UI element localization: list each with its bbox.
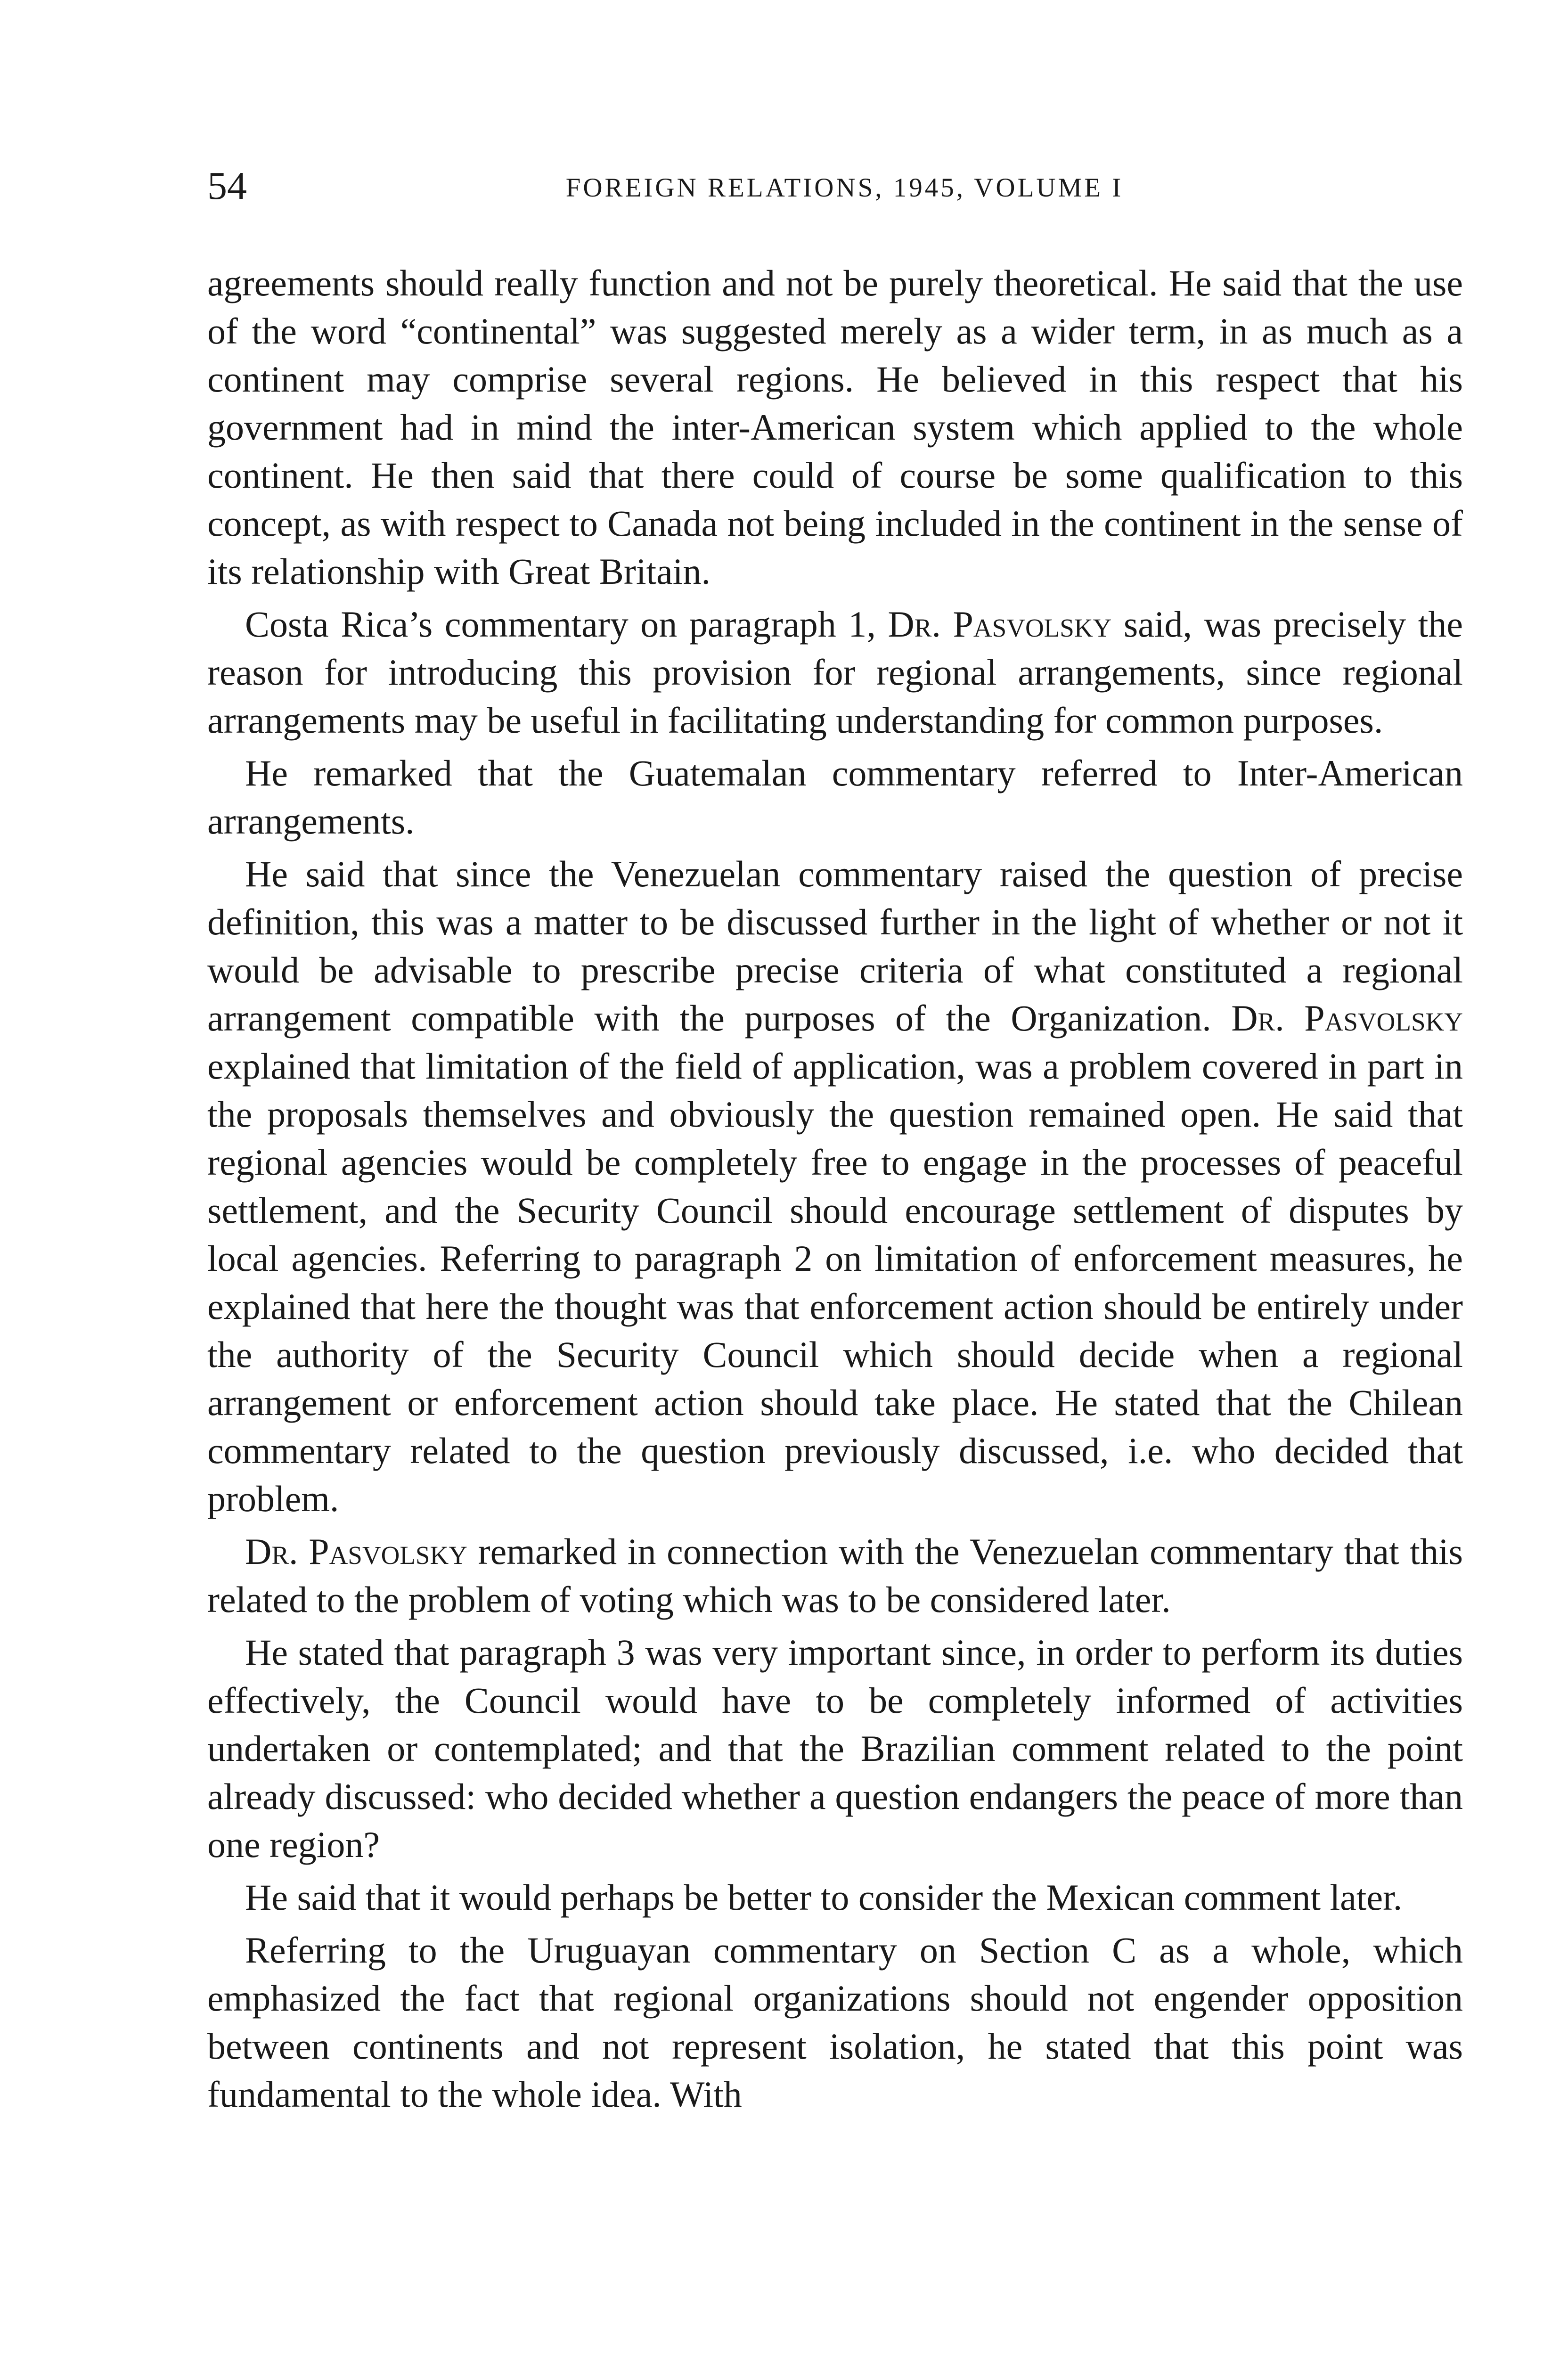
paragraph [207, 1926, 1463, 2119]
paragraph [207, 1873, 1463, 1922]
paragraph [207, 749, 1463, 845]
paragraph [207, 1528, 1463, 1624]
text-run: explained that limitation of the field of application, was a problem covered in part in the proposals themselves and obviously the question remained open. He said that regional agencies would be completely free to engage in the processes of peaceful settlement, and the Security Council should encourage settlement of disputes by local agencies. Referring to paragraph 2 on limitation of enforcement measures, he explained that here the thought was that enforcement action should be entirely under the authority of the Security Council which should decide when a regional arrangement or enforcement action should take place. He stated that the Chilean commentary related to the question previously discussed, i.e. who decided that problem. [207, 1046, 1463, 1519]
text-run: said, was precisely the reason for introducing this provision for regional arrangements, since regional arrangements may be useful in facilitating understanding for common purposes. [207, 604, 1463, 741]
document-page [207, 163, 1463, 2123]
page-number: 54 [207, 164, 247, 208]
speaker-name: Dr. Pasvolsky [1231, 998, 1463, 1039]
text-run: remarked in connection with the Venezuelan commentary that this related to the problem of voting which was to be considered later. [207, 1531, 1463, 1620]
paragraph [207, 850, 1463, 1523]
running-title: FOREIGN RELATIONS, 1945, VOLUME I [565, 173, 1124, 203]
text-run: He said that it would perhaps be better to consider the Mexican comment later. [245, 1877, 1403, 1918]
text-run: agreements should really function and not be purely theoretical. He said that the use of the word “continental” was suggested merely as a wider term, in as much as a continent may comprise several regions. He believed in this respect that his government had in mind the inter-American system which applied to the whole continent. He then said that there could of course be some qualification to this concept, as with respect to Canada not being included in the continent in the sense of its relationship with Great Britain. [207, 262, 1463, 592]
paragraph [207, 259, 1463, 596]
running-head [207, 163, 1463, 214]
paragraph [207, 1628, 1463, 1869]
body-text [207, 259, 1463, 2119]
text-run: He stated that paragraph 3 was very important since, in order to perform its duties effectively, the Council would have to be completely informed of activities undertaken or contemplated; and that the Brazilian comment related to the point already discussed: who decided whether a question endangers the peace of more than one region? [207, 1632, 1463, 1865]
speaker-name: Dr. Pasvolsky [888, 604, 1112, 645]
text-run: Costa Rica’s commentary on paragraph 1, [245, 604, 888, 645]
speaker-name: Dr. Pasvolsky [245, 1531, 467, 1572]
text-run: He remarked that the Guatemalan commentary referred to Inter-American arrangements. [207, 753, 1463, 842]
paragraph [207, 600, 1463, 744]
text-run: Referring to the Uruguayan commentary on Section C as a whole, which emphasized the fact that regional organizations should not engender opposition between continents and not represent isolation, he stated that this point was fundamental to the whole idea. With [207, 1930, 1463, 2115]
text-run: He said that since the Venezuelan commentary raised the question of precise definition, this was a matter to be discussed further in the light of whether or not it would be advisable to prescribe precise criteria of what constituted a regional arrangement compatible with the purposes of the Organization. [207, 853, 1463, 1039]
